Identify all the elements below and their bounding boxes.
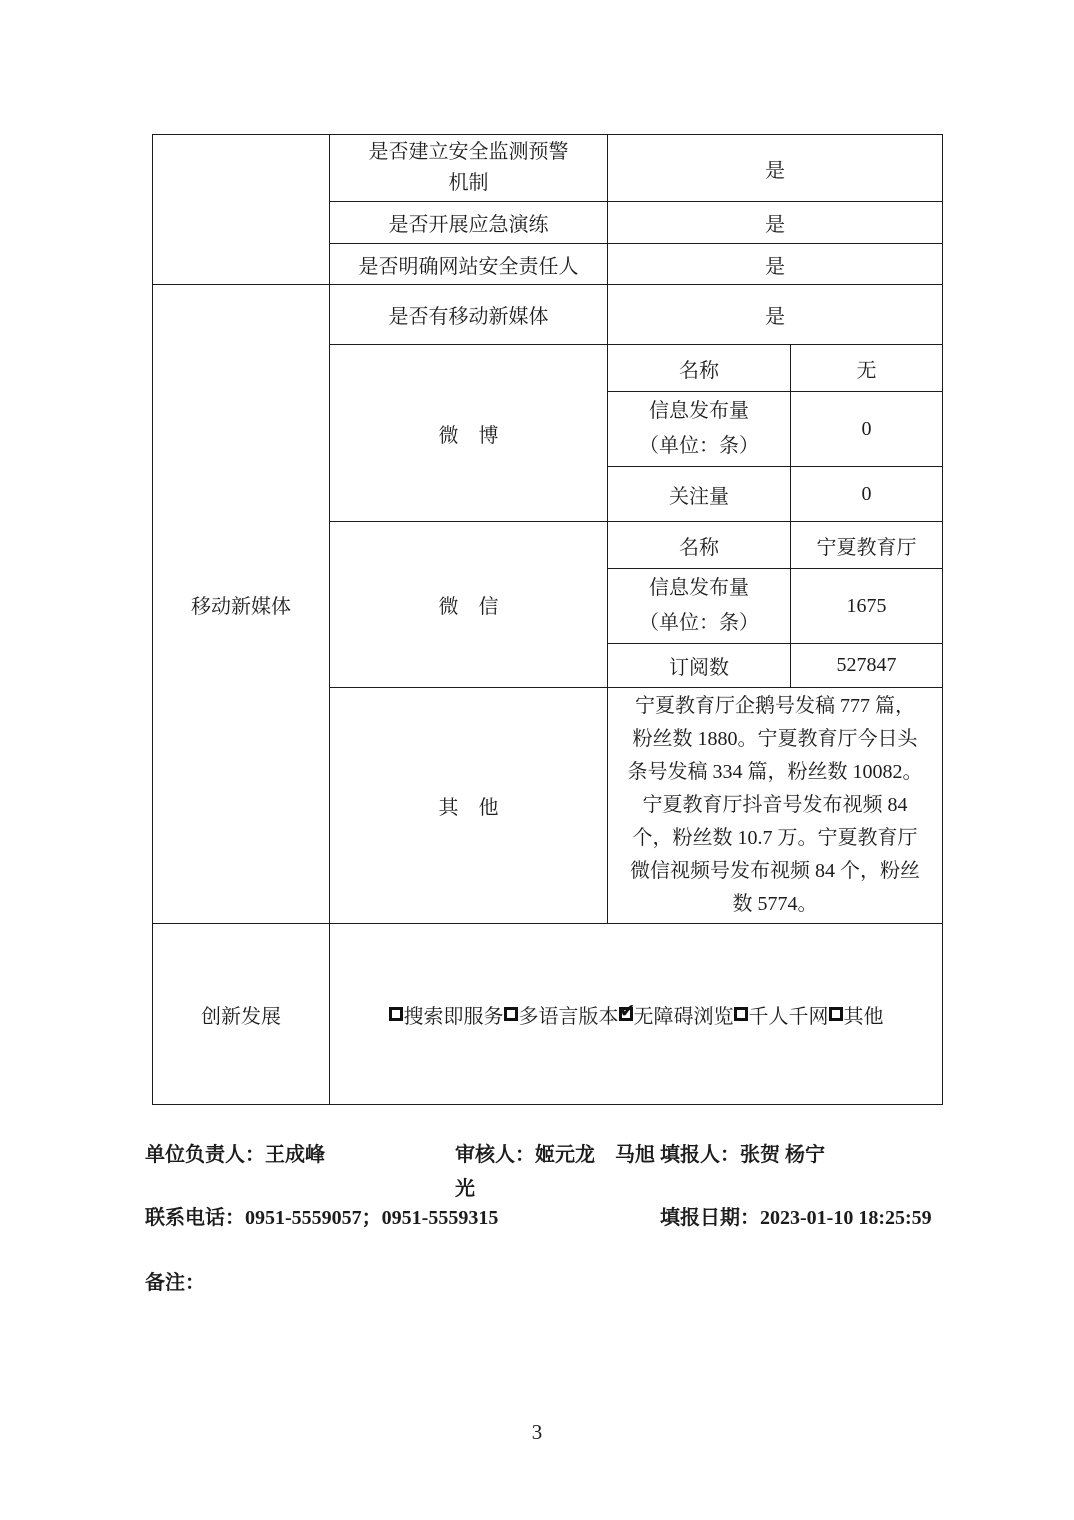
innovation-option	[389, 1000, 504, 1029]
innovation-option	[734, 1000, 829, 1029]
security-row-value-0: 是	[608, 135, 943, 202]
other-text-line: 微信视频号发布视频 84 个，粉丝	[630, 860, 920, 882]
weibo-row-label-text-1: 信息发布量（单位：条）	[639, 400, 759, 457]
report-date: 填报日期：2023-01-10 18:25:59	[660, 1207, 932, 1229]
innovation-option	[619, 1000, 734, 1029]
remarks-label: 备注：	[145, 1272, 205, 1294]
innovation-cell	[330, 924, 943, 1105]
weibo-row-value-0: 无	[791, 345, 943, 392]
weibo-row-value-1: 0	[791, 392, 943, 467]
wechat-row-label-text-1: 信息发布量（单位：条）	[639, 577, 759, 634]
check-icon: ✔	[619, 1000, 636, 1022]
checkbox-label: 多语言版本	[518, 1005, 619, 1028]
security-row-label-text-0: 是否建立安全监测预警机制	[368, 141, 569, 194]
has-mobile-label: 是否有移动新媒体	[330, 285, 608, 345]
reviewer-line-1: 审核人：姬元龙 马旭 填报人：张贺 杨宁	[455, 1144, 825, 1166]
security-row-label-0	[330, 135, 608, 202]
footer-signatures	[145, 1138, 825, 1206]
other-text-line: 条号发稿 334 篇，粉丝数 10082。	[627, 761, 923, 783]
unit-responsible-person: 单位负责人：王成峰	[145, 1144, 325, 1166]
wechat-row-value-1: 1675	[791, 569, 943, 644]
has-mobile-value: 是	[608, 285, 943, 345]
security-row-label-2: 是否明确网站安全责任人	[330, 244, 608, 285]
other-text-line: 粉丝数 1880。宁夏教育厅今日头	[632, 728, 918, 750]
other-text-cell	[608, 688, 943, 924]
weibo-group-label: 微 博	[330, 345, 608, 522]
checkbox-accessible-browsing	[619, 1000, 636, 1022]
security-row-value-2: 是	[608, 244, 943, 285]
checkbox-thousand-people-thousand-sites	[734, 1007, 748, 1021]
checkbox-label: 其他	[843, 1005, 884, 1028]
weibo-row-label-2: 关注量	[608, 467, 791, 522]
other-text-line: 宁夏教育厅抖音号发布视频 84	[642, 794, 908, 816]
other-text-line: 宁夏教育厅企鹅号发稿 777 篇，	[635, 695, 915, 717]
weibo-row-value-2: 0	[791, 467, 943, 522]
wechat-row-label-0: 名称	[608, 522, 791, 569]
other-text-line: 数 5774。	[732, 893, 818, 915]
wechat-row-value-0: 宁夏教育厅	[791, 522, 943, 569]
checkbox-search-as-service	[389, 1007, 403, 1021]
page-number: 3	[531, 1420, 543, 1444]
contact-phone: 联系电话：0951-5559057；0951-5559315	[145, 1207, 499, 1229]
checkbox-multilingual-version	[504, 1007, 518, 1021]
other-text	[612, 690, 938, 921]
reviewer-and-filler	[455, 1138, 825, 1206]
other-text-line: 个，粉丝数 10.7 万。宁夏教育厅	[632, 827, 918, 849]
wechat-row-label-1	[608, 569, 791, 644]
wechat-row-value-2: 527847	[791, 644, 943, 688]
weibo-row-label-1	[608, 392, 791, 467]
reviewer-line-2: 光	[455, 1178, 475, 1200]
checkbox-label: 搜索即服务	[403, 1005, 504, 1028]
weibo-row-label-0: 名称	[608, 345, 791, 392]
other-group-label: 其 他	[330, 688, 608, 924]
checkbox-other	[829, 1007, 843, 1021]
section-cell-innovation: 创新发展	[153, 924, 330, 1105]
innovation-option	[504, 1000, 619, 1029]
checkbox-label: 无障碍浏览	[633, 1005, 734, 1028]
checkbox-label: 千人千网	[748, 1005, 829, 1028]
innovation-option	[829, 1000, 884, 1029]
security-row-label-1: 是否开展应急演练	[330, 202, 608, 244]
report-table	[152, 134, 943, 1105]
section-cell-mobile-media: 移动新媒体	[153, 285, 330, 924]
wechat-row-label-2: 订阅数	[608, 644, 791, 688]
security-row-value-1: 是	[608, 202, 943, 244]
innovation-options	[334, 1000, 938, 1029]
wechat-group-label: 微 信	[330, 522, 608, 688]
section-cell-empty	[153, 135, 330, 285]
